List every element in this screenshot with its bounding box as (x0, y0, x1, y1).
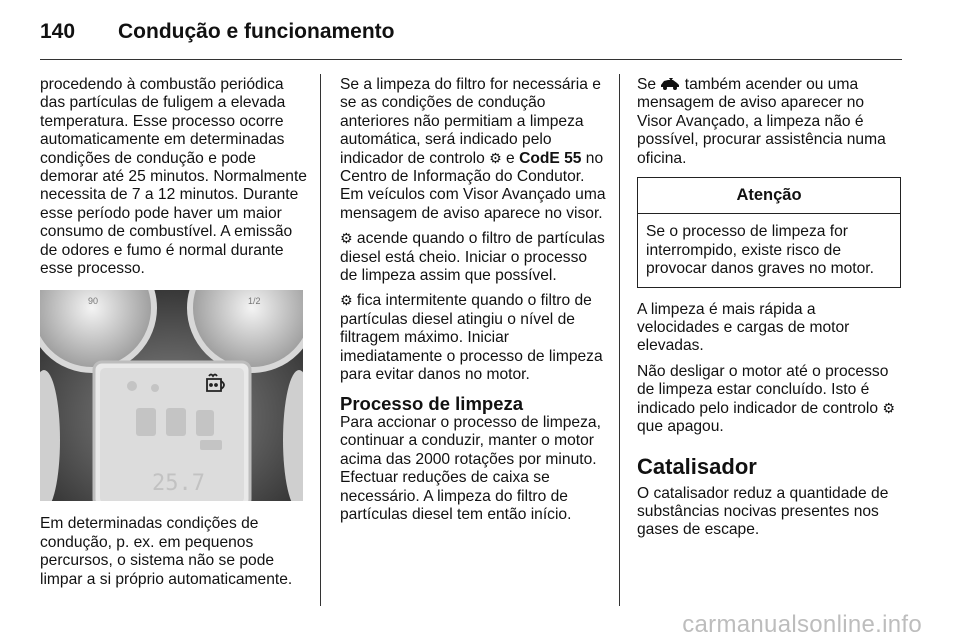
paragraph: procedendo à combustão periódica das partículas de fuligem a elevada temperatura. Esse processo ocorre automaticamente em determinadas condições de condução e pode demorar até 25 minutos. Normalmente necessita de 7 a 12 minutos. Durante esse período pode haver um maior consumo de combustível. A emissão de odores e fumo é normal durante esse processo. (40, 76, 307, 278)
column-1 (40, 76, 308, 589)
header-rule (40, 59, 902, 60)
paragraph: ⚙ acende quando o filtro de partículas diesel está cheio. Iniciar o processo de limpeza assim que possível. (340, 230, 605, 285)
warning-body: Se o processo de limpeza for interrompido, existe risco de provocar danos graves no motor. (646, 223, 874, 278)
paragraph: Se a limpeza do filtro for necessária e se as condições de condução anteriores não permitiam a limpeza automática, será indicado pelo indicador de controlo ⚙ e CodE 55 no Centro de Informação do Condutor. Em veículos com Visor Avançado uma mensagem de aviso aparece no visor. (340, 76, 606, 222)
section-heading: Processo de limpeza (340, 392, 524, 414)
dpf-indicator-icon: ⚙ (340, 293, 353, 310)
column-divider (619, 74, 620, 606)
dpf-indicator-icon: ⚙ (489, 150, 502, 167)
page-number: 140 (40, 20, 76, 43)
paragraph: O catalisador reduz a quantidade de substâncias nocivas presentes nos gases de escape. (637, 484, 889, 539)
warning-box (637, 177, 901, 288)
paragraph: Em determinadas condições de condução, p. ex. em pequenos percursos, o sistema não se pode limpar a si próprio automaticamente. (40, 515, 293, 588)
warning-title: Atenção (638, 178, 900, 214)
column-divider (320, 74, 321, 606)
gauge-left-label: 90 (88, 296, 99, 307)
dpf-indicator-icon: ⚙ (340, 231, 353, 248)
column-2 (340, 76, 606, 524)
page-header (40, 20, 395, 50)
paragraph: Para accionar o processo de limpeza, continuar a conduzir, manter o motor acima das 2000 rotações por minuto. Efectuar reduções de caixa se necessário. A limpeza do filtro de partículas diesel tem então início. (340, 413, 601, 523)
page-title: Condução e funcionamento (118, 20, 395, 43)
service-vehicle-icon (660, 78, 680, 90)
paragraph: ⚙ fica intermitente quando o filtro de partículas diesel atingiu o nível de filtragem máximo. Iniciar imediatamente o processo de limpeza para evitar danos no motor. (340, 292, 603, 384)
dashboard-photo (40, 290, 303, 501)
section-heading: Catalisador (637, 453, 757, 479)
code-e55: CodE 55 (519, 149, 582, 167)
paragraph: Se também acender ou uma mensagem de aviso aparecer no Visor Avançado, a limpeza não é possível, procurar assistência numa oficina. (637, 76, 886, 167)
paragraph: A limpeza é mais rápida a velocidades e cargas de motor elevadas. (637, 300, 850, 355)
gauge-right-label: 1/2 (248, 296, 261, 307)
paragraph: Não desligar o motor até o processo de limpeza estar concluído. Isto é indicado pelo indicador de controlo ⚙ que apagou. (637, 362, 895, 436)
display-reading: 25.7 (152, 471, 205, 497)
column-3 (637, 76, 901, 540)
watermark: carmanualsonline.info (682, 611, 922, 638)
dpf-indicator-icon: ⚙ (882, 400, 895, 417)
